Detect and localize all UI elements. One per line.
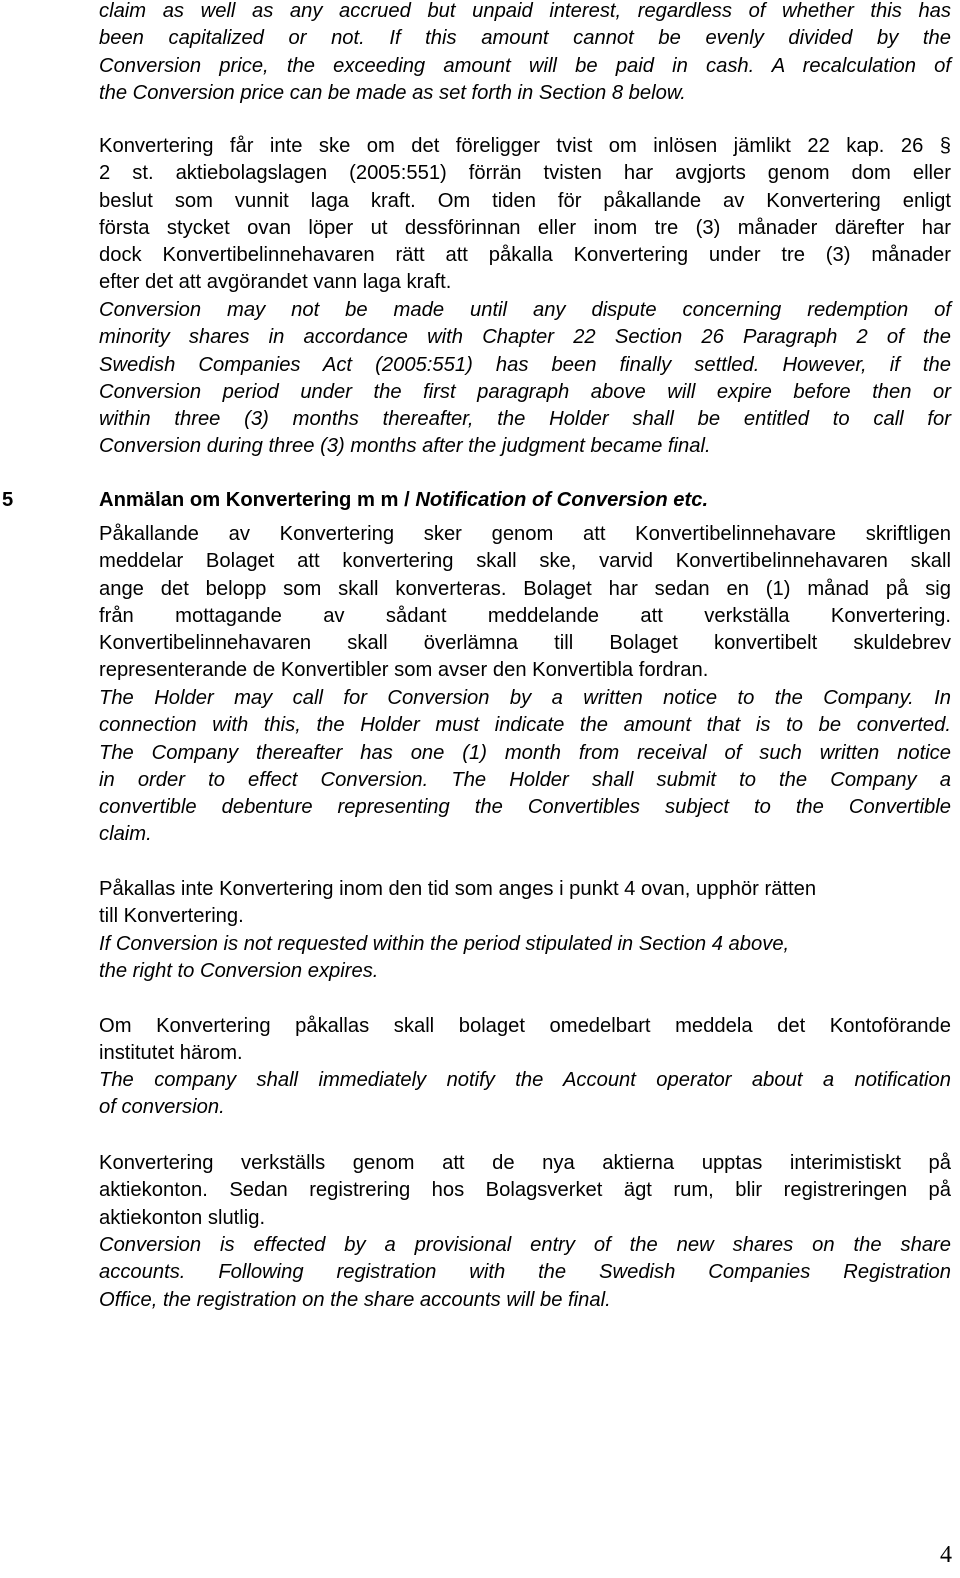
text-line: Konvertering verkställs genom att de nya aktierna upptas interimistiskt på: [99, 1152, 951, 1174]
text-line: 2 st. aktiebolagslagen (2005:551) förrän tvisten har avgjorts genom dom eller: [99, 162, 951, 185]
text-line: dock Konvertibelinnehavaren rätt att påkalla Konvertering under tre (3) månader: [99, 244, 951, 267]
text-line: If Conversion is not requested within the period stipulated in Section 4 above,: [99, 933, 790, 955]
paragraph-conversion-amount-english: [99, 0, 951, 107]
text-line: in order to effect Conversion. The Holder shall submit to the Company a: [99, 768, 951, 791]
text-line: Påkallas inte Konvertering inom den tid som anges i punkt 4 ovan, upphör rätten: [99, 878, 817, 900]
text-line: Conversion period under the first paragraph above will expire before then or: [99, 380, 951, 403]
section-title-english: Notification of Conversion etc.: [415, 489, 709, 511]
section-number: 5: [2, 489, 14, 511]
text-line: the right to Conversion expires.: [99, 960, 379, 983]
text-line: Conversion during three (3) months after the judgment became final.: [99, 435, 711, 458]
text-line: within three (3) months thereafter, the Holder shall be entitled to call for: [99, 408, 951, 431]
paragraph-effect-swedish: [99, 1150, 951, 1232]
page-number: 4: [940, 1542, 952, 1568]
text-line: beslut som vunnit laga kraft. Om tiden för påkallande av Konvertering enligt: [99, 189, 951, 212]
text-line: institutet härom.: [99, 1042, 243, 1065]
text-line: ange det belopp som skall konverteras. Bolaget har sedan en (1) månad på sig: [99, 577, 951, 600]
text-line: accounts. Following registration with the Swedish Companies Registration: [99, 1261, 951, 1284]
text-line: aktiekonton. Sedan registrering hos Bolagsverket ägt rum, blir registreringen på: [99, 1179, 951, 1202]
text-line: the Conversion price can be made as set forth in Section 8 below.: [99, 81, 686, 104]
text-line: minority shares in accordance with Chapter 22 Section 26 Paragraph 2 of the: [99, 326, 951, 349]
text-line: connection with this, the Holder must indicate the amount that is to be converted.: [99, 714, 951, 737]
text-line: Konvertibelinnehavaren skall överlämna till Bolaget konvertibelt skuldebrev: [99, 632, 951, 655]
text-line: efter det att avgörandet vann laga kraft.: [99, 271, 452, 294]
text-line: meddelar Bolaget att konvertering skall ske, varvid Konvertibelinnehavaren skall: [99, 550, 951, 573]
text-line: till Konvertering.: [99, 905, 244, 928]
text-line: Om Konvertering påkallas skall bolaget omedelbart meddela det Kontoförande: [99, 1015, 951, 1037]
paragraph-notice-swedish: [99, 521, 951, 685]
text-line: Swedish Companies Act (2005:551) has been finally settled. However, if the: [99, 353, 951, 376]
text-line: of conversion.: [99, 1096, 225, 1119]
section-heading: [0, 487, 960, 515]
paragraph-dispute-swedish: [99, 133, 951, 297]
text-line: The Company thereafter has one (1) month from receival of such written notice: [99, 741, 951, 764]
text-line: The Holder may call for Conversion by a written notice to the Company. In: [99, 687, 951, 709]
paragraph-expiry-english: [99, 931, 951, 986]
text-line: första stycket ovan löper ut dessförinnan eller inom tre (3) månader därefter har: [99, 216, 951, 239]
section-title: [99, 487, 708, 514]
paragraph-effect-english: [99, 1232, 951, 1314]
section-title-swedish: Anmälan om Konvertering m m /: [99, 489, 416, 511]
text-line: The company shall immediately notify the Account operator about a notification: [99, 1069, 951, 1091]
text-line: Påkallande av Konvertering sker genom att Konvertibelinnehavare skriftligen: [99, 523, 951, 545]
paragraph-expiry-swedish: [99, 876, 951, 931]
text-line: been capitalized or not. If this amount cannot be evenly divided by the: [99, 27, 951, 50]
text-line: claim.: [99, 823, 152, 846]
text-line: aktiekonton slutlig.: [99, 1206, 266, 1229]
text-line: claim as well as any accrued but unpaid interest, regardless of whether this has: [99, 0, 951, 22]
text-line: convertible debenture representing the Convertibles subject to the Convertible: [99, 796, 951, 819]
text-line: Office, the registration on the share accounts will be final.: [99, 1288, 611, 1311]
text-line: Conversion is effected by a provisional entry of the new shares on the share: [99, 1234, 951, 1256]
text-line: Conversion may not be made until any dispute concerning redemption of: [99, 299, 951, 321]
paragraph-dispute-english: [99, 297, 951, 461]
text-line: Conversion price, the exceeding amount will be paid in cash. A recalculation of: [99, 54, 951, 77]
paragraph-notify-english: [99, 1067, 951, 1122]
text-line: från mottagande av sådant meddelande att verkställa Konvertering.: [99, 604, 951, 627]
paragraph-notice-english: [99, 685, 951, 849]
text-line: Konvertering får inte ske om det föreligger tvist om inlösen jämlikt 22 kap. 26 §: [99, 135, 951, 157]
paragraph-notify-swedish: [99, 1013, 951, 1068]
text-line: representerande de Konvertibler som avser den Konvertibla fordran.: [99, 659, 709, 682]
